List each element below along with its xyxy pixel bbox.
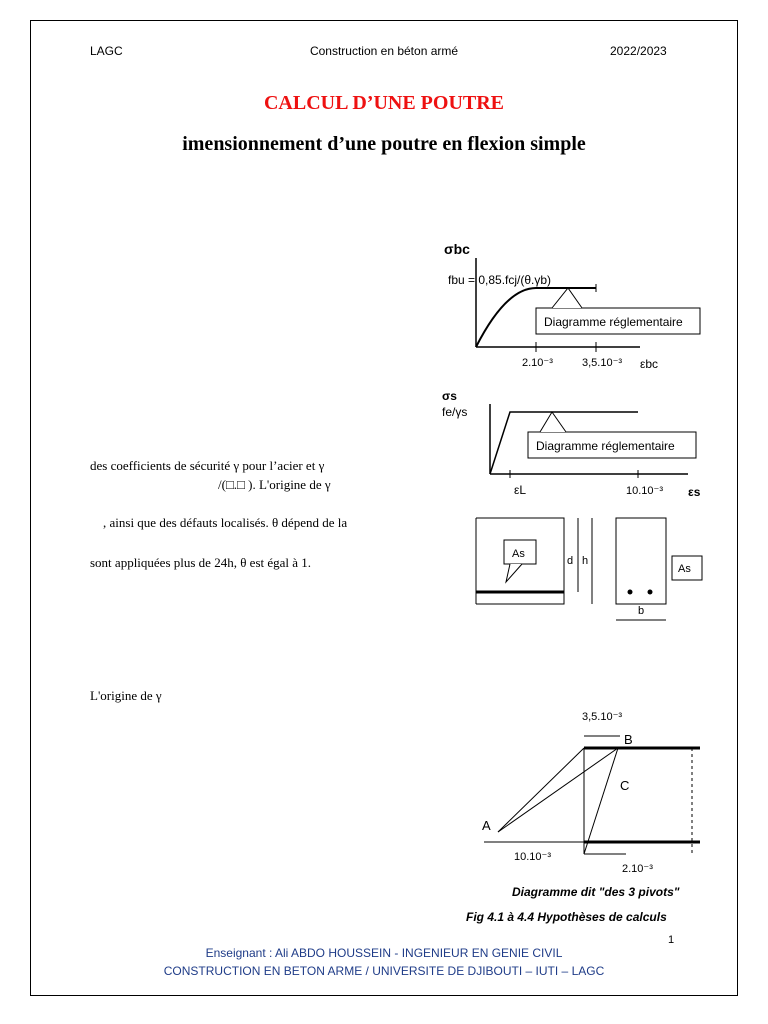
section-diagram bbox=[470, 512, 691, 634]
steel-tick-1: εL bbox=[514, 483, 527, 497]
concrete-y-label: σbc bbox=[444, 241, 470, 257]
concrete-formula: fbu = 0,85.fcj/(θ.γb) bbox=[448, 273, 552, 287]
steel-callout-pointer bbox=[540, 412, 566, 432]
paragraph-4: sont appliquées plus de 24h, θ est égal à 1. bbox=[90, 555, 312, 570]
bottom-right-label: 2.10⁻³ bbox=[622, 863, 653, 875]
d-label: d bbox=[567, 555, 574, 567]
steel-y-label: σs bbox=[442, 389, 457, 403]
page-number: 1 bbox=[668, 934, 675, 946]
header-left: LAGC bbox=[90, 44, 123, 58]
paragraph-2: /(□.□ ). L'origine de γ bbox=[218, 477, 331, 492]
b-label: b bbox=[638, 605, 645, 617]
page-title: CALCUL D’UNE POUTRE bbox=[263, 92, 505, 114]
concrete-callout-pointer bbox=[552, 288, 582, 308]
bottom-left-label: 10.10⁻³ bbox=[514, 851, 551, 863]
top-dimension-label: 3,5.10⁻³ bbox=[582, 711, 623, 723]
concrete-tick-1: 2.10⁻³ bbox=[522, 357, 553, 369]
steel-level-label: fe/γs bbox=[442, 405, 468, 419]
figure-caption: Fig 4.1 à 4.4 Hypothèses de calculs bbox=[466, 910, 667, 924]
steel-diagram bbox=[440, 388, 710, 500]
footer-line-1: Enseignant : Ali ABDO HOUSSEIN - INGENIEUR EN GENIE CIVIL bbox=[205, 946, 563, 960]
footer-line-2: CONSTRUCTION EN BETON ARME / UNIVERSITE DE DJIBOUTI – IUTI – LAGC bbox=[163, 964, 605, 978]
as-label-right: As bbox=[678, 563, 691, 575]
paragraph-3: , ainsi que des défauts localisés. θ dépend de la bbox=[103, 515, 348, 530]
pivots-diagram bbox=[470, 704, 730, 904]
pivot-line-A2 bbox=[498, 748, 584, 832]
steel-tick-2: 10.10⁻³ bbox=[626, 485, 663, 497]
header-right: 2022/2023 bbox=[610, 44, 667, 58]
as-label-left: As bbox=[512, 548, 525, 560]
concrete-tick-2: 3,5.10⁻³ bbox=[582, 357, 623, 369]
concrete-diagram bbox=[440, 232, 700, 380]
page-subtitle: imensionnement d’une poutre en flexion simple bbox=[182, 133, 586, 155]
concrete-x-label: εbc bbox=[640, 357, 659, 371]
rebar-dot bbox=[628, 590, 633, 595]
pivot-B-label: B bbox=[624, 732, 633, 747]
steel-callout-label: Diagramme réglementaire bbox=[536, 439, 675, 453]
steel-x-label: εs bbox=[688, 485, 701, 499]
header-center: Construction en béton armé bbox=[309, 44, 459, 58]
paragraph-5: L'origine de γ bbox=[90, 688, 162, 703]
rebar-dot bbox=[648, 590, 653, 595]
pivot-A-label: A bbox=[482, 818, 491, 833]
pivots-caption: Diagramme dit "des 3 pivots" bbox=[512, 885, 680, 899]
pivot-line-A bbox=[498, 748, 618, 832]
paragraph-1: des coefficients de sécurité γ pour l’acier et γ bbox=[90, 458, 325, 473]
concrete-callout-label: Diagramme réglementaire bbox=[544, 315, 683, 329]
pivot-line-B bbox=[584, 748, 618, 854]
cross-section-outline bbox=[616, 518, 666, 604]
pivot-C-label: C bbox=[620, 778, 630, 793]
h-label: h bbox=[582, 555, 589, 567]
